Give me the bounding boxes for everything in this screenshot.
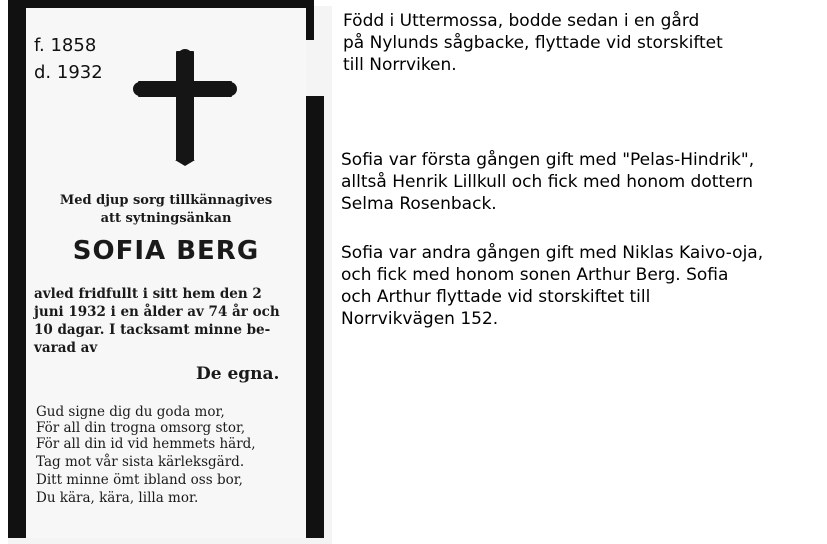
poem-line: Gud signe dig du goda mor,: [36, 404, 225, 420]
note-line: och Arthur flyttade vid storskiftet till: [341, 287, 651, 307]
intro-line: att sytningsänkan: [100, 211, 232, 226]
note-line: Norrvikvägen 152.: [341, 309, 499, 329]
note-line: alltså Henrik Lillkull och fick med honom dottern: [341, 172, 753, 192]
obituary-paper: [26, 8, 306, 538]
poem-line: Ditt minne ömt ibland oss bor,: [36, 472, 243, 488]
note-line: Född i Uttermossa, bodde sedan i en gård: [343, 11, 700, 31]
clipping-border-right-top: [306, 0, 314, 40]
note-line: på Nylunds sågbacke, flyttade vid storskiftet: [343, 33, 723, 53]
deceased-name: SOFIA BERG: [72, 236, 260, 266]
obituary-text-line: juni 1932 i en ålder av 74 år och: [34, 304, 280, 320]
life-dates: [34, 32, 103, 86]
obituary-text-line: varad av: [34, 340, 98, 356]
note-line: Sofia var första gången gift med "Pelas-Hindrik",: [341, 150, 755, 170]
clipping-border-left: [8, 0, 26, 538]
obituary-text-line: 10 dagar. I tacksamt minne be-: [34, 322, 271, 338]
obituary-text-line: avled fridfullt i sitt hem den 2: [34, 286, 262, 302]
note-line: Selma Rosenback.: [341, 194, 497, 214]
intro-line: Med djup sorg tillkännagives: [59, 193, 273, 208]
poem-line: För all din id vid hemmets härd,: [36, 436, 256, 452]
note-line: Sofia var andra gången gift med Niklas Kaivo-oja,: [341, 243, 764, 263]
note-line: till Norrviken.: [343, 55, 457, 75]
note-second-marriage: [341, 242, 763, 330]
signoff: De egna.: [196, 364, 280, 384]
poem-line: Tag mot vår sista kärleksgärd.: [36, 454, 245, 470]
birth-year: f. 1858: [34, 35, 97, 56]
cross-icon: [130, 48, 240, 168]
note-origin: [343, 10, 723, 76]
clipping-border-top: [8, 0, 314, 8]
death-year: d. 1932: [34, 62, 103, 83]
poem-line: Du kära, kära, lilla mor.: [36, 490, 199, 506]
poem-line: För all din trogna omsorg stor,: [36, 420, 246, 436]
clipping-border-right: [306, 96, 324, 538]
note-line: och fick med honom sonen Arthur Berg. Sofia: [341, 265, 729, 285]
note-first-marriage: [341, 149, 754, 215]
